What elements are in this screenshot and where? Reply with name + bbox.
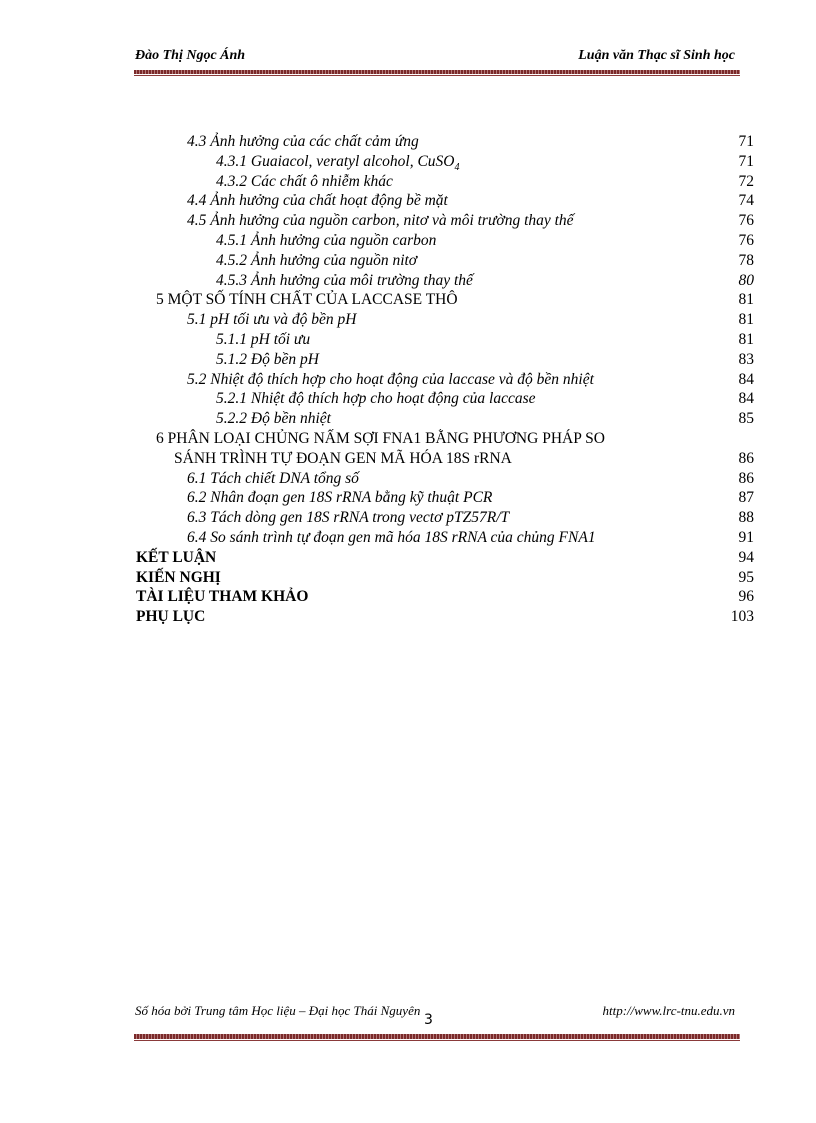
toc-entry-text: SÁNH TRÌNH TỰ ĐOẠN GEN MÃ HÓA 18S rRNA	[174, 449, 512, 467]
toc-entry-text: 5.1.2 Độ bền pH	[216, 350, 319, 368]
toc-entry-4-5-1	[136, 231, 754, 251]
toc-entry-4-5-3	[136, 271, 754, 291]
toc-page-number: 81	[738, 311, 754, 329]
toc-page-number: 85	[738, 410, 754, 428]
toc-page-number: 91	[738, 528, 754, 546]
toc-page-number: 76	[738, 231, 754, 249]
toc-entry-text: PHỤ LỤC	[136, 608, 206, 626]
toc-entry-text: 4.3.2 Các chất ô nhiễm khác	[216, 172, 393, 190]
toc-entry-text: 4.5.1 Ảnh hưởng của nguồn carbon	[216, 231, 437, 249]
toc-entry-text: 4.5.2 Ảnh hưởng của nguồn nitơ	[216, 251, 418, 269]
toc-page-number: 81	[738, 330, 754, 348]
toc-entry-6-3	[136, 508, 754, 528]
toc-page-number: 96	[738, 588, 754, 606]
header-rule	[134, 70, 740, 74]
toc-page-number: 76	[738, 212, 754, 230]
toc-page-number: 74	[738, 192, 754, 210]
toc-entry-text: 5.1.1 pH tối ưu	[216, 330, 311, 348]
footer-digitized-by: Số hóa bởi Trung tâm Học liệu – Đại học Thái Nguyên	[135, 1003, 421, 1018]
toc-entry-text: 6.2 Nhân đoạn gen 18S rRNA bằng kỹ thuật PCR	[187, 489, 493, 507]
page-number: 3	[424, 1012, 433, 1028]
toc-entry-text: 4.4 Ảnh hưởng của chất hoạt động bề mặt	[187, 192, 448, 210]
toc-page-number: 83	[738, 350, 754, 368]
toc-entry-4-5-2	[136, 251, 754, 271]
toc-entry-4-4	[136, 191, 754, 211]
toc-entry-text: 6.3 Tách dòng gen 18S rRNA trong vectơ pTZ57R/T	[187, 509, 510, 527]
toc-page-number: 80	[738, 271, 754, 289]
toc-page-number: 86	[738, 469, 754, 487]
toc-entry-text: 4.5 Ảnh hưởng của nguồn carbon, nitơ và môi trường thay thế	[187, 212, 574, 230]
toc-page-number: 81	[738, 291, 754, 309]
toc-entry-text: TÀI LIỆU THAM KHẢO	[136, 588, 309, 606]
toc-entry-6-continued	[136, 449, 754, 469]
header-rule-thin	[134, 75, 740, 76]
toc-entry-4-3-1	[136, 152, 754, 172]
toc-entry-5-2-1	[136, 389, 754, 409]
toc-page-number: 71	[738, 133, 754, 150]
toc-entry-5-2-2	[136, 409, 754, 429]
page-header	[135, 48, 735, 68]
toc-page-number: 95	[738, 568, 754, 586]
toc-entry-text-main: 4.3.1 Guaiacol, veratyl alcohol, CuSO	[216, 152, 455, 170]
toc-entry-text: 5.1 pH tối ưu và độ bền pH	[187, 311, 357, 329]
toc-entry-5-1	[136, 310, 754, 330]
toc-entry-text: KẾT LUẬN	[136, 548, 217, 566]
table-of-contents	[136, 132, 754, 627]
toc-entry-4-3	[136, 132, 754, 152]
toc-page-number: 72	[738, 172, 754, 190]
toc-entry-4-5	[136, 211, 754, 231]
toc-entry-text: KIẾN NGHỊ	[136, 568, 221, 586]
toc-page-number: 86	[738, 449, 754, 467]
toc-entry-5-1-1	[136, 330, 754, 350]
toc-page-number: 78	[738, 251, 754, 269]
toc-entry-4-3-2	[136, 172, 754, 192]
footer-rule-thin	[134, 1040, 740, 1041]
toc-page-number: 94	[738, 548, 754, 566]
toc-page-number: 84	[738, 370, 754, 388]
toc-entry-6-4	[136, 528, 754, 548]
toc-entry-tai-lieu	[136, 587, 754, 607]
toc-entry-5-1-2	[136, 350, 754, 370]
toc-entry-text: 4.5.3 Ảnh hưởng của môi trường thay thế	[216, 271, 473, 289]
toc-entry-subscript: 4	[454, 161, 460, 173]
toc-page-number: 71	[738, 152, 754, 170]
toc-entry-6	[136, 429, 754, 449]
toc-page-number: 87	[738, 489, 754, 507]
toc-entry-kien-nghi	[136, 568, 754, 588]
footer-rule	[134, 1034, 740, 1039]
toc-entry-5-2	[136, 370, 754, 390]
toc-entry-text: 6.4 So sánh trình tự đoạn gen mã hóa 18S rRNA của chủng FNA1	[187, 528, 596, 546]
toc-entry-6-2	[136, 488, 754, 508]
toc-entry-text: 6.1 Tách chiết DNA tổng số	[187, 469, 359, 487]
toc-entry-text: 4.3 Ảnh hưởng của các chất cảm ứng	[187, 133, 419, 150]
header-author: Đào Thị Ngọc Ánh	[135, 48, 246, 63]
toc-entry-text: 5 MỘT SỐ TÍNH CHẤT CỦA LACCASE THÔ	[156, 291, 458, 309]
toc-entry-text: 5.2 Nhiệt độ thích hợp cho hoạt động của laccase và độ bền nhiệt	[187, 370, 594, 388]
header-thesis-title: Luận văn Thạc sĩ Sinh học	[578, 48, 735, 63]
page-footer	[135, 1003, 735, 1023]
toc-entry-6-1	[136, 469, 754, 489]
footer-url: http://www.lrc-tnu.edu.vn	[602, 1003, 735, 1018]
toc-page-number: 84	[738, 390, 754, 408]
toc-page-number: 88	[738, 509, 754, 527]
toc-entry-phu-luc	[136, 607, 754, 627]
toc-entry-text: 5.2.2 Độ bền nhiệt	[216, 410, 331, 428]
toc-entry-5	[136, 290, 754, 310]
toc-page-number: 103	[730, 608, 754, 626]
toc-entry-ket-luan	[136, 548, 754, 568]
toc-entry-text: 6 PHÂN LOẠI CHỦNG NẤM SỢI FNA1 BẰNG PHƯƠNG PHÁP SO	[156, 429, 605, 447]
toc-entry-text: 5.2.1 Nhiệt độ thích hợp cho hoạt động của laccase	[216, 390, 536, 408]
